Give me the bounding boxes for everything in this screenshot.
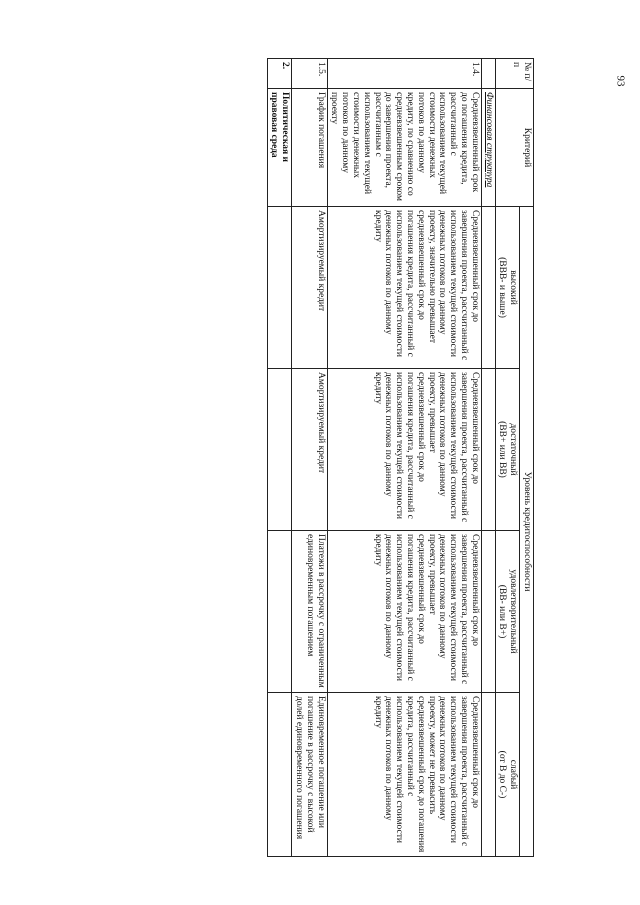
cell-weak: Средневзвешенный срок до завершения проекта, рассчитанный с использованием текущей стоимости денежных потоков по данному проекту, может не превысить средневзвешенный срок до погашения кредита, рассчитанный с использованием текущей стоимости денежных потоков по данному кредиту — [327, 693, 481, 857]
cell-satisfactory: Платежи в рассрочку с ограниченным единовременным погашением — [292, 531, 327, 693]
header-col-sufficient — [495, 369, 520, 531]
header-col-satisfactory — [495, 531, 520, 693]
header-col-high — [495, 207, 520, 369]
table-row-1-4 — [327, 59, 481, 857]
cell-weak: Единовременное погашение или погашение в рассрочку с высокой долей единовременного погашения — [292, 693, 327, 857]
credit-rating-table — [267, 58, 534, 857]
row-num: 1.5. — [292, 59, 327, 89]
row-criterion: График погашения — [292, 89, 327, 207]
header-col-range: (BB- или B+) — [497, 584, 508, 639]
rotated-table-page — [108, 58, 534, 856]
section-row-financial — [481, 59, 495, 857]
page-number: 93 — [614, 75, 627, 87]
cell-sufficient: Амортизируемый кредит — [292, 369, 327, 531]
header-col-label: удовлетворительный — [508, 569, 519, 654]
empty-cell — [481, 207, 495, 369]
row-criterion: Средневзвешенный срок до погашения кредита, рассчитанный с использованием текущей стоимости денежных потоков по данному кредиту, по сравнению со средневзвешенным сроком до завершения проекта, рассчитанным с использованием текущей стоимости денежных потоков по данному проекту — [327, 89, 481, 207]
header-col-label: слабый — [508, 759, 519, 790]
empty-cell — [481, 693, 495, 857]
cell-high: Амортизируемый кредит — [292, 207, 327, 369]
header-criterion: Критерий — [495, 89, 533, 207]
row-num: 1.4. — [327, 59, 481, 89]
header-num: № п/п — [495, 59, 533, 89]
header-row-1 — [520, 59, 534, 857]
header-col-label: достаточный — [508, 423, 519, 476]
header-level: Уровень кредитоспособности — [520, 207, 534, 857]
empty-cell — [267, 207, 292, 369]
empty-cell — [481, 369, 495, 531]
empty-cell — [267, 531, 292, 693]
cell-satisfactory: Средневзвешенный срок до завершения проекта, рассчитанный с использованием текущей стоимости денежных потоков по данному проекту, превышает средневзвешенный срок до погашения кредита, рассчитанный с использованием текущей стоимости денежных потоков по данному кредиту — [327, 531, 481, 693]
section-num-empty — [481, 59, 495, 89]
section-title: Финансовая структура — [481, 89, 495, 207]
row-num: 2. — [267, 59, 292, 89]
header-col-range: (BBB- и выше) — [497, 257, 508, 318]
cell-sufficient: Средневзвешенный срок до завершения проекта, рассчитанный с использованием текущей стоимости денежных потоков по данному проекту, превышает средневзвешенный срок до погашения кредита, рассчитанный с использованием текущей стоимости денежных потоков по данному кредиту — [327, 369, 481, 531]
header-col-weak — [495, 693, 520, 857]
table-row-2 — [267, 59, 292, 857]
row-criterion: Политическая и правовая среда — [267, 89, 292, 207]
empty-cell — [267, 693, 292, 857]
empty-cell — [267, 369, 292, 531]
cell-high: Средневзвешенный срок до завершения проекта, рассчитанный с использованием текущей стоимости денежных потоков по данному проекту, значительно превышает средневзвешенный срок до погашения кредита, рассчитанный с использованием текущей стоимости денежных потоков по данному кредиту — [327, 207, 481, 369]
table-row-1-5 — [292, 59, 327, 857]
header-col-label: высокий — [508, 270, 519, 305]
empty-cell — [481, 531, 495, 693]
header-col-range: (от B до C-) — [497, 750, 508, 799]
header-col-range: (BB+ или BB) — [497, 421, 508, 478]
